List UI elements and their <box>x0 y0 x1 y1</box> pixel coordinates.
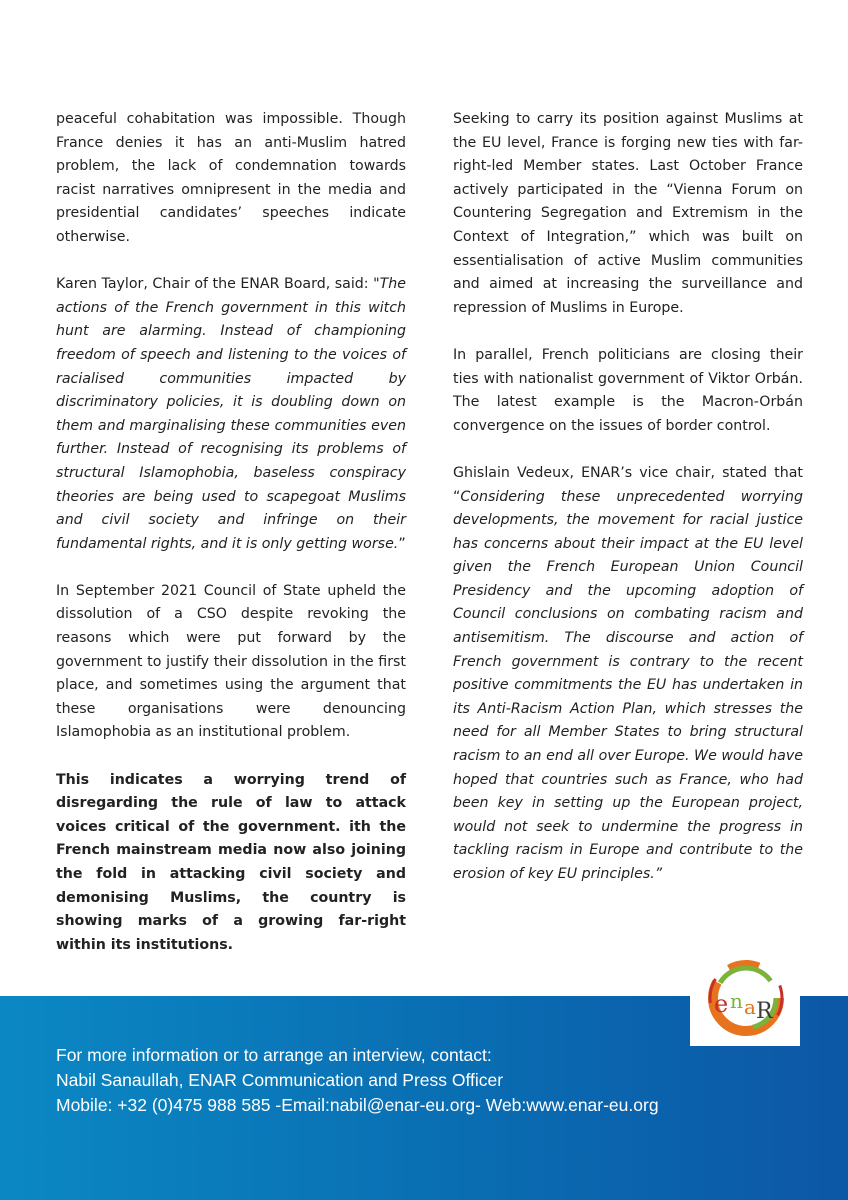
paragraph-orban: In parallel, French politicians are closing their ties with nationalist government of Viktor Orbán. The latest example is the Macron-Orbán convergence on the issues of border control. <box>453 346 803 434</box>
quote-text: The actions of the French government in this witch hunt are alarming. Instead of championing freedom of speech and listening to the voices of racialised communities impacted by discriminatory policies, it is doubling down on them and marginalising these communities even further. Instead of recognising its problems of structural Islamophobia, baseless conspiracy theories are being used to scapegoat Muslims and civil society and infringe on their fundamental rights, and it is only getting worse. <box>56 276 406 552</box>
bold-text: This indicates a worrying trend of disregarding the rule of law to attack voices critical of the government. ith the French mainstream media now also joining the fold in attacking civil society and demonising Muslims, the country is showing marks of a growing far-right within its institutions. <box>56 771 406 953</box>
paragraph-vedeux-quote <box>453 462 803 887</box>
paragraph-cohabitation: peaceful cohabitation was impossible. Though France denies it has an anti-Muslim hatred problem, the lack of condemnation towards racist narratives omnipresent in the media and presidential candidates’ speeches indicate otherwise. <box>56 111 406 245</box>
right-column <box>453 108 803 910</box>
logo-letter-e: e <box>714 990 729 1018</box>
enar-logo-icon <box>690 948 800 1046</box>
logo-letter-a: a <box>744 995 756 1019</box>
paragraph-bold-conclusion <box>56 769 406 958</box>
quote-intro: Ghislain Vedeux, ENAR’s vice chair, stated that “ <box>453 464 803 505</box>
enar-logo <box>690 948 800 1046</box>
logo-letter-n: n <box>730 989 743 1013</box>
logo-letter-r: R <box>756 999 773 1024</box>
footer-contact-name: Nabil Sanaullah, ENAR Communication and Press Officer <box>56 1070 504 1090</box>
left-column <box>56 108 406 981</box>
quote-text: Considering these unprecedented worrying developments, the movement for racial justice has concerns about their impact at the EU level given the French European Union Council Presidency and the upcoming adoption of Council conclusions on combating racism and antisemitism. The discourse and action of French government is contrary to the recent positive commitments the EU has undertaken in its Anti-Racism Action Plan, which stresses the need for all Member States to bring structural racism to an end all over Europe. We would have hoped that countries such as France, who had been key in setting up the European project, would not seek to undermine the progress in tackling racism in Europe and contribute to the erosion of key EU principles.” <box>453 488 803 882</box>
footer-contact-details: Mobile: +32 (0)475 988 585 -Email:nabil@enar-eu.org- Web:www.enar-eu.org <box>56 1095 659 1115</box>
paragraph-eu-level: Seeking to carry its position against Muslims at the EU level, France is forging new ties with far-right-led Member states. Last October France actively participated in the “Vienna Forum on Countering Segregation and Extremism in the Context of Integration,” which was built on essentialisation of active Muslim communities and aimed at increasing the surveillance and repression of Muslims in Europe. <box>453 111 803 316</box>
footer-contact-heading: For more information or to arrange an interview, contact: <box>56 1045 492 1065</box>
quote-end: ” <box>398 535 406 552</box>
quote-intro: Karen Taylor, Chair of the ENAR Board, said: " <box>56 276 380 293</box>
footer-contact-info <box>56 1043 776 1118</box>
paragraph-council-of-state: In September 2021 Council of State upheld the dissolution of a CSO despite revoking the reasons which were put forward by the government to justify their dissolution in the first place, and sometimes using the argument that these organisations were denouncing Islamophobia as an institutional problem. <box>56 582 406 741</box>
paragraph-karen-taylor-quote <box>56 273 406 556</box>
